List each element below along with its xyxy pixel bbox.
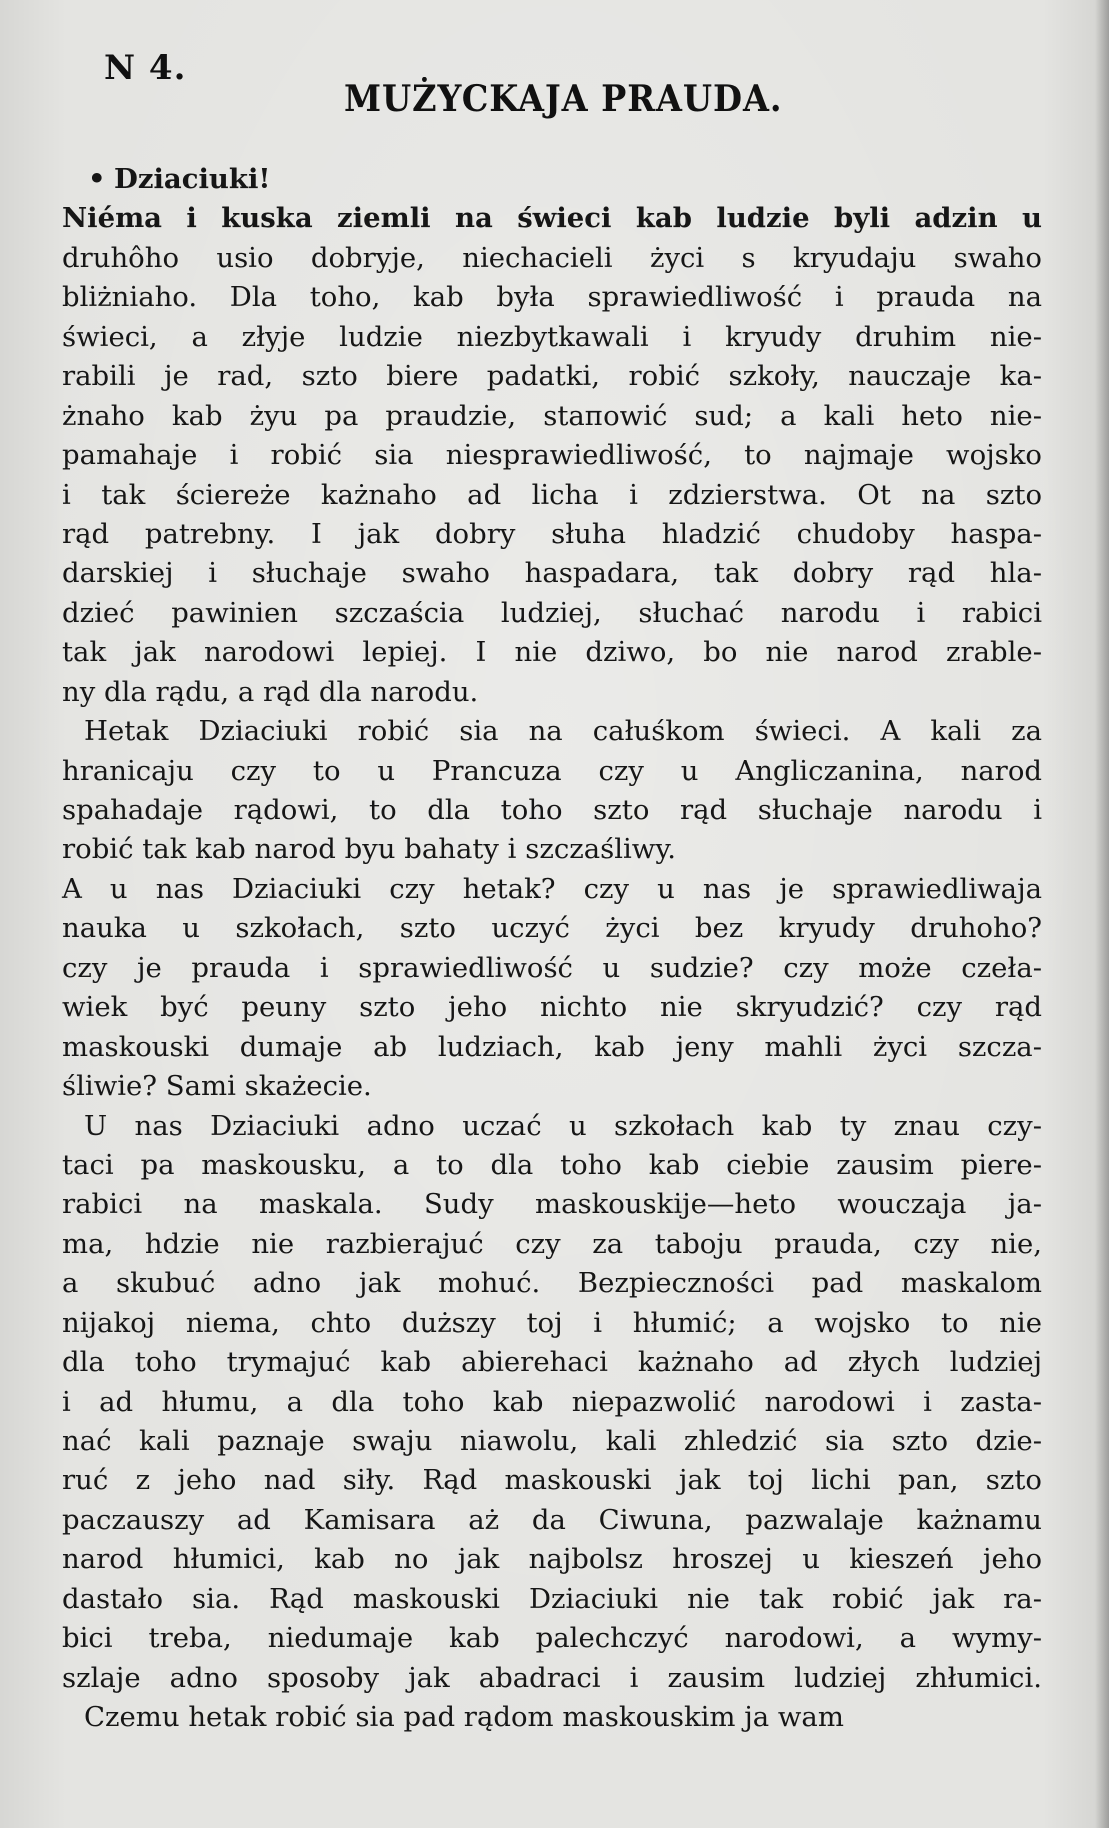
text-line: rabili je rad, szto bierе padatki, robić szkoły, nauczaje ka- (62, 360, 1042, 393)
text-line: szlaje adno sposoby jak abadraci i zausim ludziej zhłumici. (62, 1661, 1042, 1694)
text-line: robić tak kab narod byu bahaty i szczaśliwy. (62, 833, 676, 866)
text-line: hranicaju czy to u Prancuza czy u Angliczanina, narod (62, 754, 1042, 787)
salutation-line (62, 160, 1042, 199)
text-line: śliwie? Sami skażecie. (62, 1070, 372, 1103)
page-header (0, 40, 1109, 120)
text-line: rabici na maskala. Sudy maskouskije—heto wouczaja ja- (62, 1188, 1042, 1221)
text-line: spahadaje rądowi, to dla toho szto rąd słuchaje narodu i (62, 794, 1042, 826)
text-line: i tak ściereże każnaho ad licha i zdzierstwa. Ot na szto (62, 478, 1042, 511)
text-line: U nas Dziaciuki adno uczać u szkołach kab ty znau czy- (84, 1109, 1042, 1142)
page-edge-shadow (1095, 0, 1109, 1828)
text-line: nijakoj niema, chto duższy toj i hłumić; a wojsko to nie (62, 1306, 1042, 1339)
text-line: i ad hłumu, a dla toho kab niepazwolić narodowi i zasta- (62, 1385, 1042, 1418)
text-line: tak jak narodowi lepiej. I nie dziwo, bo nie narod zrable- (62, 636, 1042, 669)
text-line: darskiej i słuchaje swaho haspadara, tak dobry rąd hla- (62, 557, 1042, 590)
article-body (62, 160, 1042, 1738)
text-line: Hetak Dziaciuki robić sia na całuśkom świeci. A kali za (84, 715, 1042, 748)
text-line: ny dla rądu, a rąd dla narodu. (62, 675, 479, 708)
text-line: dzieć pawinien szczaścia ludziej, słuchać narodu i rabici (62, 596, 1042, 629)
text-line: A u nas Dziaciuki czy hetak? czy u nas je sprawiedliwaja (62, 872, 1042, 905)
text-line: nać kali paznaje swaju niawolu, kali zhledzić sia szto dzie- (62, 1425, 1042, 1457)
text-line: paczauszy ad Kamisara aż da Ciwuna, pazwalaje każnamu (62, 1503, 1042, 1536)
salutation: Dziaciuki! (114, 163, 271, 195)
bullet-mark: • (88, 163, 106, 195)
text-line: nauka u szkołach, szto uczyć życi bez kryudy druhoho? (62, 912, 1042, 945)
issue-number: N 4. (104, 48, 187, 88)
text-line: maskouski dumaje ab ludziach, kab jeny mahli życi szcza- (62, 1030, 1042, 1063)
text-line: rąd patrebny. I jak dobry słuha hladzić chudoby haspa- (62, 517, 1042, 550)
text-line: bici treba, niedumaje kab palechczyć narodowi, a wymy- (62, 1622, 1042, 1655)
text-line: wiek być peuny szto jeho nichto nie skryudzić? czy rąd (62, 991, 1042, 1024)
text-line: dla toho trymajuć kab abierehaci każnaho ad złych ludziej (62, 1346, 1042, 1379)
text-line: bliżniaho. Dla toho, kab była sprawiedliwość i prauda na (62, 281, 1042, 314)
text-line: a skubuć adno jak mohuć. Bezpieczności pad maskalom (62, 1267, 1042, 1300)
text-line: taci pa maskousku, a to dla toho kab ciebie zausim piere- (62, 1148, 1042, 1181)
masthead-title: MUŻYCKAJA PRAUDA. (344, 78, 783, 120)
text-line: Czemu hetak robić sia pad rądom maskouskim ja wam (84, 1701, 844, 1734)
text-line: Niéma i kuska ziemli na świeci kab ludzie byli adzin u (62, 202, 1042, 235)
text-line: narod hłumici, kab no jak najbolsz hroszej u kieszeń jeho (62, 1543, 1042, 1576)
text-line: świeci, a złyje ludzie niezbytkawali i kryudy druhim nie- (62, 320, 1042, 353)
text-line: czy je prauda i sprawiedliwość u sudzie? czy może czeła- (62, 951, 1042, 984)
text-line: ma, hdzie nie razbierajuć czy za taboju prauda, czy nie, (62, 1227, 1042, 1260)
text-line: żnaho kab żyu pa praudzie, staпowić sud; a kali heto nie- (62, 399, 1042, 432)
text-line: druhôho usio dobryje, niechacieli życi s kryudaju swaho (62, 241, 1042, 274)
text-line: dastało sia. Rąd maskouski Dziaciuki nie tak robić jak ra- (62, 1582, 1042, 1615)
text-line: pamahaje i robić sia niesprawiedliwość, to najmaje wojsko (62, 439, 1042, 472)
text-line: ruć z jeho nad siły. Rąd maskouski jak toj lichi pan, szto (62, 1464, 1042, 1497)
